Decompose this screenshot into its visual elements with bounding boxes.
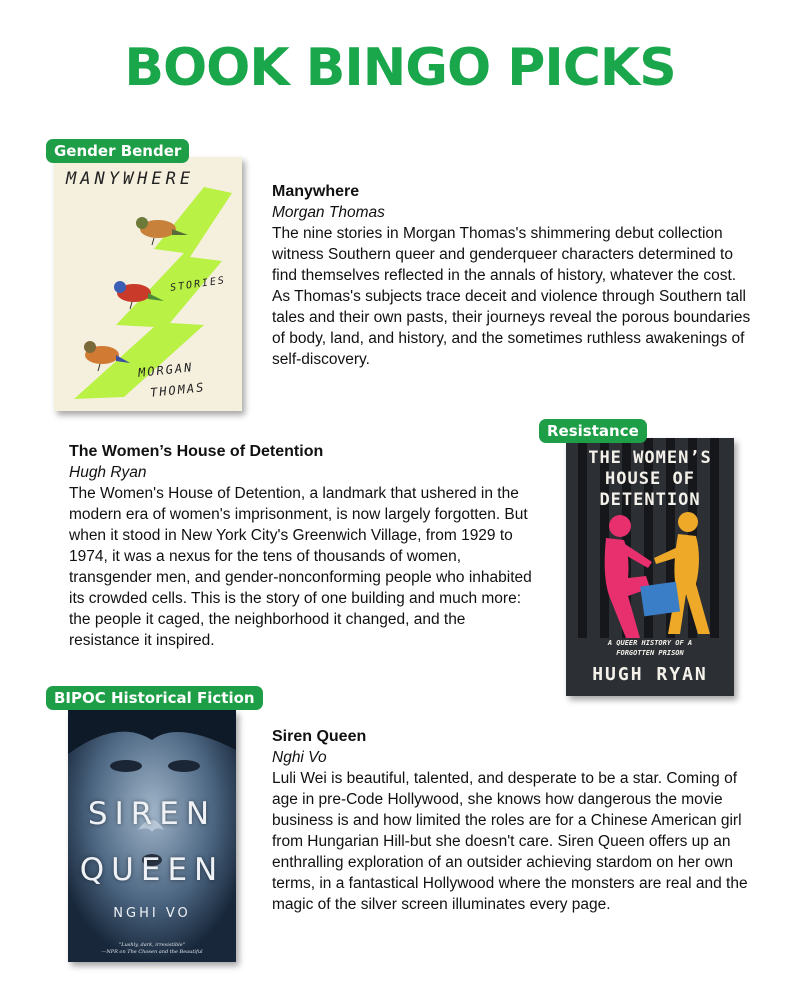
book-cover-manywhere[interactable] xyxy=(54,157,242,411)
category-badge-bipoc-historical-fiction: BIPOC Historical Fiction xyxy=(46,686,263,710)
cover-author: HUGH RYAN xyxy=(592,664,708,685)
cover-author-first: MORGAN xyxy=(137,360,194,380)
cover-title-line-2: QUEEN xyxy=(79,852,225,888)
cover-subtitle-text: STORIES xyxy=(169,275,227,294)
book-cover-womens-house[interactable] xyxy=(566,438,734,696)
cover-title: THE WOMEN’S HOUSE OF DETENTION xyxy=(588,448,712,510)
book-entry-womens-house xyxy=(69,441,539,651)
page-title: BOOK BINGO PICKS xyxy=(124,38,676,98)
book-author: Nghi Vo xyxy=(272,749,327,766)
cover-title-line-1: SIREN xyxy=(87,796,217,832)
cover-author-last: THOMAS xyxy=(149,380,206,400)
category-badge-resistance: Resistance xyxy=(539,419,647,443)
cover-blurb: "Lushly, dark, irresistible" —NPR on The Chosen and the Beautiful xyxy=(101,942,203,955)
cover-art-portrait xyxy=(68,710,236,962)
book-cover-siren-queen[interactable] xyxy=(68,710,236,962)
book-entry-manywhere xyxy=(272,181,752,370)
book-description: Luli Wei is beautiful, talented, and desperate to be a star. Coming of age in pre-Code Hollywood, she knows how dangerous the movie business is and how limited the roles are for a Chinese American girl from Hungarian Hill-but she doesn't care. Siren Queen offers up an enthralling exploration of an outsider achieving stardom on her own terms, in a fantastical Hollywood where the monsters are real and the magic of the silver screen illuminates every page. xyxy=(272,770,748,913)
book-title: Siren Queen xyxy=(272,728,367,745)
cover-author: NGHI VO xyxy=(113,906,191,921)
figure-yellow xyxy=(654,512,710,634)
book-entry-siren-queen xyxy=(272,726,767,915)
category-badge-gender-bender: Gender Bender xyxy=(46,139,189,163)
book-title: Manywhere xyxy=(272,183,360,200)
book-description: The nine stories in Morgan Thomas's shimmering debut collection witness Southern queer and genderqueer characters determined to find themselves reflected in the annals of history, whatever the cost. As Thomas's subjects trace deceit and violence through Southern tall tales and their own pasts, their journeys reveal the porous boundaries of body, land, and history, and the sometimes ruthless awakenings of self-discovery. xyxy=(272,225,751,368)
cover-title-text: MANYWHERE xyxy=(66,169,195,189)
book-description: The Women's House of Detention, a landmark that ushered in the modern era of women's imprisonment, is now largely forgotten. But when it stood in New York City's Greenwich Village, from 1929 to 1974, it was a nexus for the tens of thousands of women, transgender men, and gender-nonconforming people who inhabited its crowded cells. This is the story of one building and much more: the people it caged, the neighborhood it changed, and the resistance it inspired. xyxy=(69,485,532,649)
book-author: Morgan Thomas xyxy=(272,204,385,221)
book-title: The Women’s House of Detention xyxy=(69,443,324,460)
cover-subtitle: A QUEER HISTORY OF A FORGOTTEN PRISON xyxy=(607,639,693,657)
book-author: Hugh Ryan xyxy=(69,464,147,481)
